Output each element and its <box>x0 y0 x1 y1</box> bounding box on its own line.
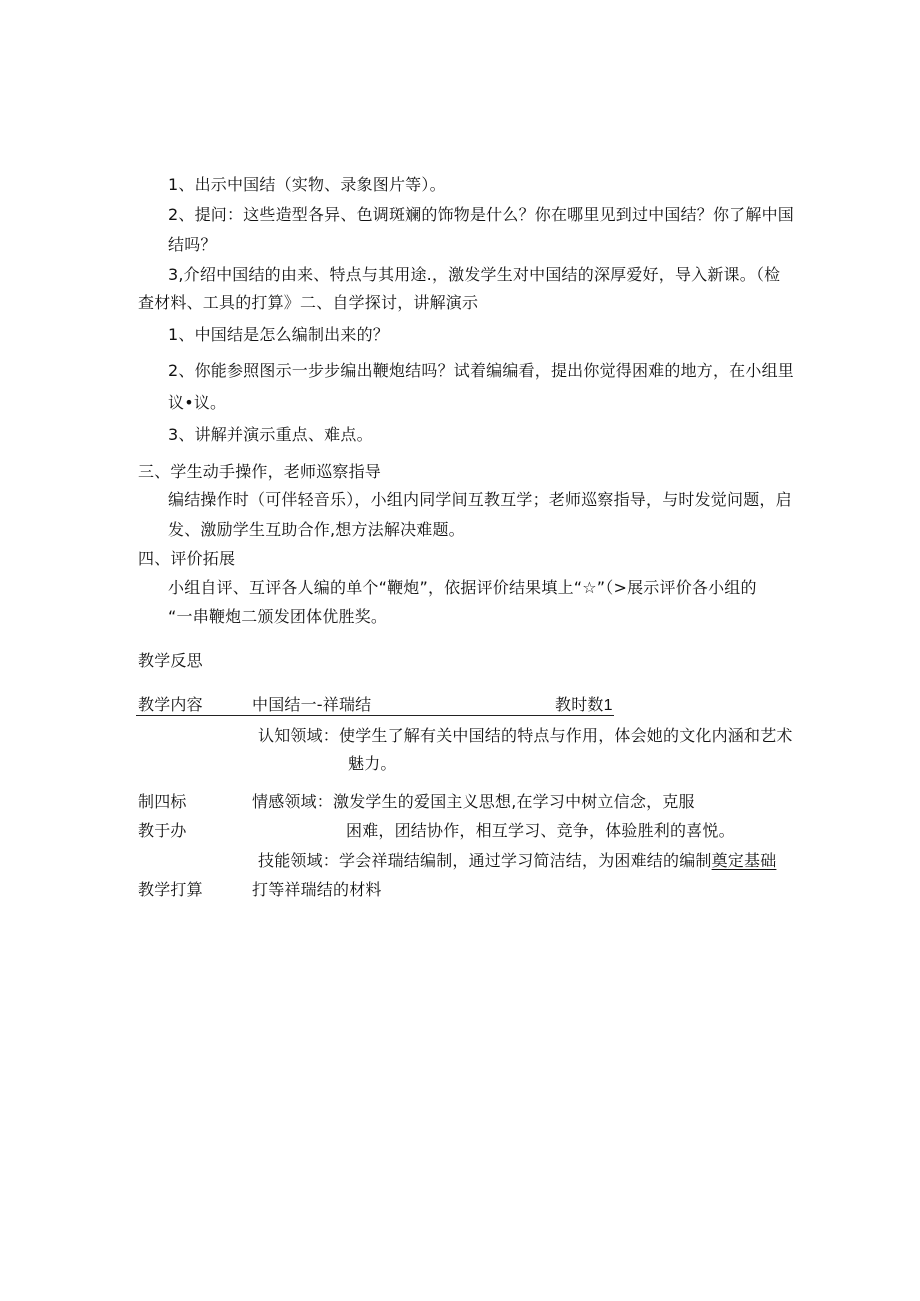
content-value: 中国结一-祥瑞结 <box>252 695 372 714</box>
prep-label: 教学打算 <box>138 880 203 899</box>
goal-cognitive-line2: 魅力。 <box>348 754 397 773</box>
prep-value: 打等祥瑞结的材料 <box>252 880 382 899</box>
content-label: 教学内容 <box>138 695 203 714</box>
step-how-made: 1、中国结是怎么编制出来的？ <box>168 325 389 344</box>
step-try-line2: 议•议。 <box>168 393 227 412</box>
goal-skill <box>258 851 776 871</box>
practice-text-line1: 编结操作时（可伴轻音乐），小组内同学间互教互学；老师巡察指导，与时发觉问题，启 <box>168 490 792 509</box>
practice-text-line2: 发、激励学生互助合作,想方法解决难题。 <box>168 520 465 539</box>
goal-label-part2: 教于办 <box>138 821 187 840</box>
step-question-line2: 结吗？ <box>168 235 217 254</box>
section-heading-practice: 三、学生动手操作，老师巡察指导 <box>138 462 382 481</box>
goal-skill-underlined: 奠定基础 <box>711 851 777 870</box>
evaluation-text-line2: “一串鞭炮二颁发团体优胜奖。 <box>168 607 388 626</box>
goal-cognitive-line1: 认知领域：使学生了解有关中国结的特点与作用，体会她的文化内涵和艺术 <box>258 726 793 745</box>
goal-label-part1: 制四标 <box>138 792 187 811</box>
hours-label-text: 教时数 <box>555 695 604 714</box>
section-heading-evaluation: 四、评价拓展 <box>138 549 236 568</box>
hours-label <box>555 695 613 716</box>
goal-skill-text: 技能领域：学会祥瑞结编制，通过学习简洁结，为困难结的编制 <box>258 851 712 870</box>
table-header-rule <box>136 715 614 716</box>
goal-emotional-line2: 困难，团结协作，相互学习、竞争，体验胜利的喜悦。 <box>346 821 735 840</box>
evaluation-text-line1: 小组自评、互评各人编的单个“鞭炮”，依据评价结果填上“☆”（>展示评价各小组的 <box>168 578 757 597</box>
step-explain: 3、讲解并演示重点、难点。 <box>168 425 373 444</box>
step-try-line1: 2、你能参照图示一步步编出鞭炮结吗？试着编编看，提出你觉得困难的地方，在小组里 <box>168 361 794 380</box>
teaching-reflection-heading: 教学反思 <box>138 651 203 670</box>
step-show-knot: 1、出示中国结（实物、录象图片等）。 <box>168 175 446 194</box>
step-intro-line2: 查材料、工具的打算》二、自学探讨，讲解演示 <box>138 293 479 312</box>
goal-emotional-line1: 情感领域：激发学生的爱国主义思想,在学习中树立信念，克服 <box>252 792 695 811</box>
hours-value: 1 <box>603 697 613 714</box>
step-intro-line1: 3,介绍中国结的由来、特点与其用途.，激发学生对中国结的深厚爱好，导入新课。（检 <box>168 265 781 284</box>
step-question-line1: 2、提问：这些造型各异、色调斑斓的饰物是什么？你在哪里见到过中国结？你了解中国 <box>168 205 794 224</box>
